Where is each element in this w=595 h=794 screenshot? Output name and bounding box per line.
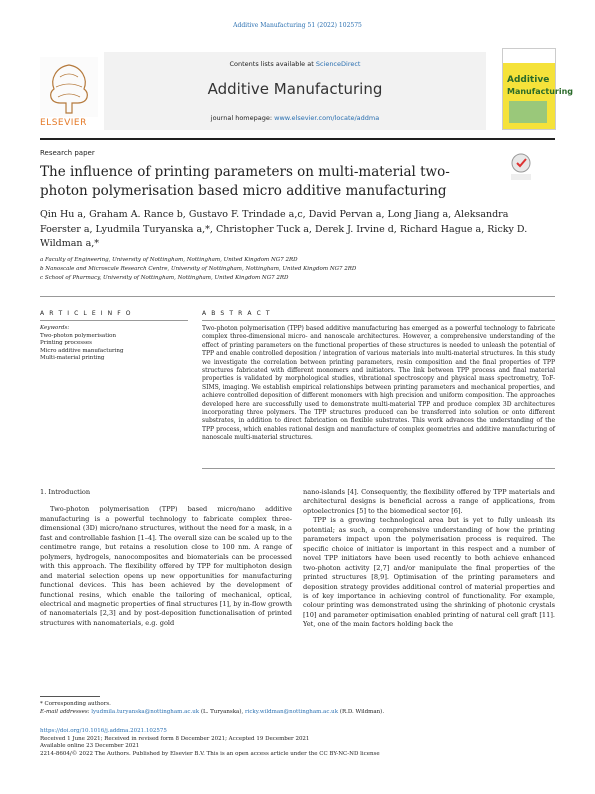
- email-link[interactable]: lyudmila.turyanska@nottingham.ac.uk: [91, 709, 200, 715]
- affiliation-item: a Faculty of Engineering, University of Nottingham, Nottingham, United Kingdom NG7 2RD: [40, 257, 298, 263]
- available-online: Available online 23 December 2021: [40, 743, 140, 750]
- keywords-block: [40, 325, 190, 363]
- cover-top-band: [503, 49, 555, 63]
- sciencedirect-link[interactable]: ScienceDirect: [315, 60, 361, 68]
- abstract-text: Two-photon polymerisation (TPP) based additive manufacturing has emerged as a powerful technology to fabricate complex three-dimensional micro- and nanoscale architectures. However, a comprehensive understanding of the effect of printing parameters on the functional properties of these structures is needed to unleash the potential of TPP and enable controlled deposition / integration of various materials into multi-material structures. In this study we investigate the correlation between printing parameters, resin composition and the final properties of TPP structures fabricated with different monomers and initiators. The link between TPP process and final material properties is validated by morphological studies, vibrational spectroscopy and physical mass spectrometry, ToF-SIMS, imaging. We establish empirical relationships between printing parameters and mechanical properties, and achieve controlled deposition of different monomers with high precision and uniform composition. The approaches developed here are successfully used to demonstrate multi-material TPP and produce complex 3D architectures incorporating three polymers. The TPP structures produced can be transferred into solution or onto different substrates, in addition to direct fabrication on flexible substrates. This work advances the understanding of the TPP process, which enables rational design and manufacture of complex geometries and additive manufacturing of nanoscale multi-material structures.: [202, 325, 555, 442]
- contents-line: Contents lists available at ScienceDirect: [229, 60, 361, 68]
- homepage-link[interactable]: www.elsevier.com/locate/addma: [274, 114, 380, 122]
- cover-image: [509, 101, 547, 123]
- journal-banner: [104, 52, 486, 130]
- journal-reference[interactable]: Additive Manufacturing 51 (2022) 102575: [233, 22, 362, 29]
- article-info-heading: A R T I C L E I N F O: [40, 310, 133, 317]
- section-rule: [40, 296, 555, 297]
- body-paragraph: nano-islands [4]. Consequently, the flexibility offered by TPP materials and architectural designs is beneficial across a range of applications, from optoelectronics [5] to the biomedical sector [6].: [303, 488, 555, 515]
- homepage-line: journal homepage: www.elsevier.com/locate/addma: [210, 114, 380, 122]
- header-rule: [40, 138, 555, 140]
- keywords-heading: Keywords:: [40, 325, 70, 331]
- abstract-rule: [202, 320, 555, 321]
- article-title: The influence of printing parameters on multi-material two-photon polymerisation based micro additive manufacturing: [40, 164, 450, 199]
- cover-subtitle: Manufacturing: [507, 87, 573, 96]
- affiliation-item: c School of Pharmacy, University of Nottingham, Nottingham, United Kingdom NG7 2RD: [40, 275, 289, 281]
- keyword: Micro additive manufacturing: [40, 347, 124, 354]
- email-link[interactable]: ricky.wildman@nottingham.ac.uk: [244, 709, 339, 715]
- author-list: Qin Hu a, Graham A. Rance b, Gustavo F. Trindade a,c, David Pervan a, Long Jiang a, Aleksandra Foerster a, Lyudmila Turyanska a,*, Christopher Tuck a, Derek J. Irvine d, Richard Hague a, Ricky D. Wildman a,*: [40, 209, 528, 249]
- affiliations: [40, 256, 550, 283]
- keyword: Printing processes: [40, 340, 92, 346]
- footnote: [40, 700, 555, 716]
- doi-link[interactable]: https://doi.org/10.1016/j.addma.2021.102575: [40, 728, 167, 734]
- footnote-rule: [40, 696, 100, 697]
- abstract-heading: A B S T R A C T: [202, 310, 272, 317]
- corresponding-note: * Corresponding authors.: [40, 701, 111, 707]
- abstract-end-rule: [202, 468, 555, 469]
- affiliation-item: b Nanoscale and Microscale Research Centre, University of Nottingham, Nottingham, United Kingdom NG7 2RD: [40, 266, 357, 272]
- article-metadata: [40, 728, 555, 758]
- journal-title: Additive Manufacturing: [207, 80, 383, 98]
- article-info-rule: [40, 320, 188, 321]
- body-column-left: [40, 488, 292, 628]
- license-line: 2214-8604/© 2022 The Authors. Published by Elsevier B.V. This is an open access article under the CC BY-NC-ND license: [40, 750, 380, 757]
- keyword: Multi-material printing: [40, 355, 105, 361]
- journal-cover[interactable]: [502, 48, 573, 130]
- section-heading-introduction: 1. Introduction: [40, 488, 91, 496]
- email-line: E-mail addresses: lyudmila.turyanska@nottingham.ac.uk (L. Turyanska), ricky.wildman@nottingham.ac.uk (R.D. Wildman).: [40, 709, 385, 715]
- check-for-updates-icon[interactable]: [505, 150, 537, 182]
- body-paragraph: TPP is a growing technological area but is yet to fully unleash its potential; as such, a comprehensive understanding of how the printing parameters impact upon the polymerisation process is required. The specific choice of initiator is important in this respect and a number of novel TPP initiators have been used recently to both achieve enhanced two-photon activity [2,7] and/or manipulate the final properties of the printed structures [8,9]. Optimisation of the printing parameters and deposition strategy provides additional control of material properties and is of key importance in achieving control of functionality. For example, colour printing was demonstrated using the shrinking of photonic crystals [10] and parameter optimisation enabled printing of natural cell graft [11]. Yet, one of the main factors holding back the: [303, 516, 555, 629]
- elsevier-tree-logo: [40, 57, 98, 125]
- cover-title: Additive: [507, 75, 550, 85]
- received-dates: Received 1 June 2021; Received in revised form 8 December 2021; Accepted 19 December 2021: [40, 735, 310, 742]
- elsevier-wordmark: ELSEVIER: [40, 118, 87, 128]
- masthead: [40, 52, 573, 132]
- body-paragraph: Two-photon polymerisation (TPP) based micro/nano additive manufacturing is a powerful technology to fabricate complex three-dimensional (3D) micro/nano structures, without the need for a mask, in a fast and controllable fashion [1–4]. The overall size can be scaled up to the centimetre range, but retains a resolution close to 100 nm. A range of polymers, hydrogels, nanocomposites and biomaterials can be processed with this approach. The flexibility offered by TPP for multiphoton design and material selection opens up new opportunities for manufacturing functional devices. This has been achieved by the development of functional resins, which enable the tailoring of mechanical, optical, electrical and magnetic properties of final structures [1], by in-flow growth of nanomaterials [2,3] and by post-deposition functionalisation of printed structures with nanomaterials, e.g. gold: [40, 505, 292, 627]
- article-type: Research paper: [40, 149, 95, 157]
- body-column-right: [303, 488, 555, 630]
- keyword: Two-photon polymerisation: [40, 332, 117, 339]
